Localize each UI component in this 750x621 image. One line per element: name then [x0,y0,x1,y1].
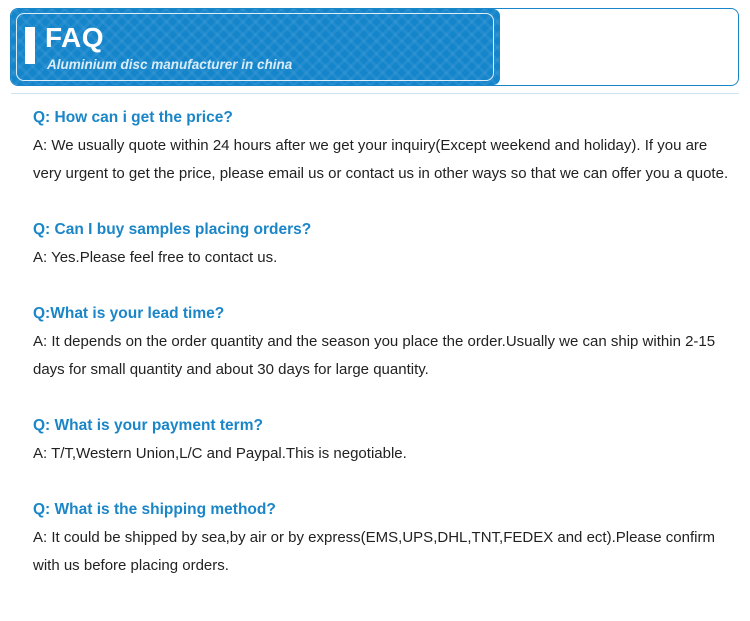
faq-list [33,104,733,608]
faq-question: Q: How can i get the price? [33,109,233,126]
faq-item-samples [33,216,733,272]
faq-item-price [33,104,733,188]
faq-answer: A: We usually quote within 24 hours after we get your inquiry(Except weekend and holiday). If you are very urgent to get the price, please email us or contact us in other ways so that we can offer you a quote. [33,137,729,182]
faq-answer: A: It depends on the order quantity and the season you place the order.Usually we can ship within 2-15 days for small quantity and about 30 days for large quantity. [33,333,716,378]
faq-question: Q: What is the shipping method? [33,501,276,518]
faq-answer: A: It could be shipped by sea,by air or by express(EMS,UPS,DHL,TNT,FEDEX and ect).Please confirm with us before placing orders. [33,529,715,574]
header-accent-bar [25,27,35,64]
faq-answer: A: Yes.Please feel free to contact us. [33,249,278,266]
header-blue-panel [11,9,500,85]
faq-item-lead-time [33,300,733,384]
faq-header-banner [10,8,739,86]
faq-question: Q: Can I buy samples placing orders? [33,221,312,238]
page-title: FAQ [45,22,105,53]
faq-question: Q:What is your lead time? [33,305,225,322]
page-subtitle: Aluminium disc manufacturer in china [47,57,293,72]
faq-item-shipping [33,496,733,580]
header-divider [11,93,739,94]
faq-answer: A: T/T,Western Union,L/C and Paypal.This is negotiable. [33,445,407,462]
faq-item-payment [33,412,733,468]
faq-question: Q: What is your payment term? [33,417,263,434]
